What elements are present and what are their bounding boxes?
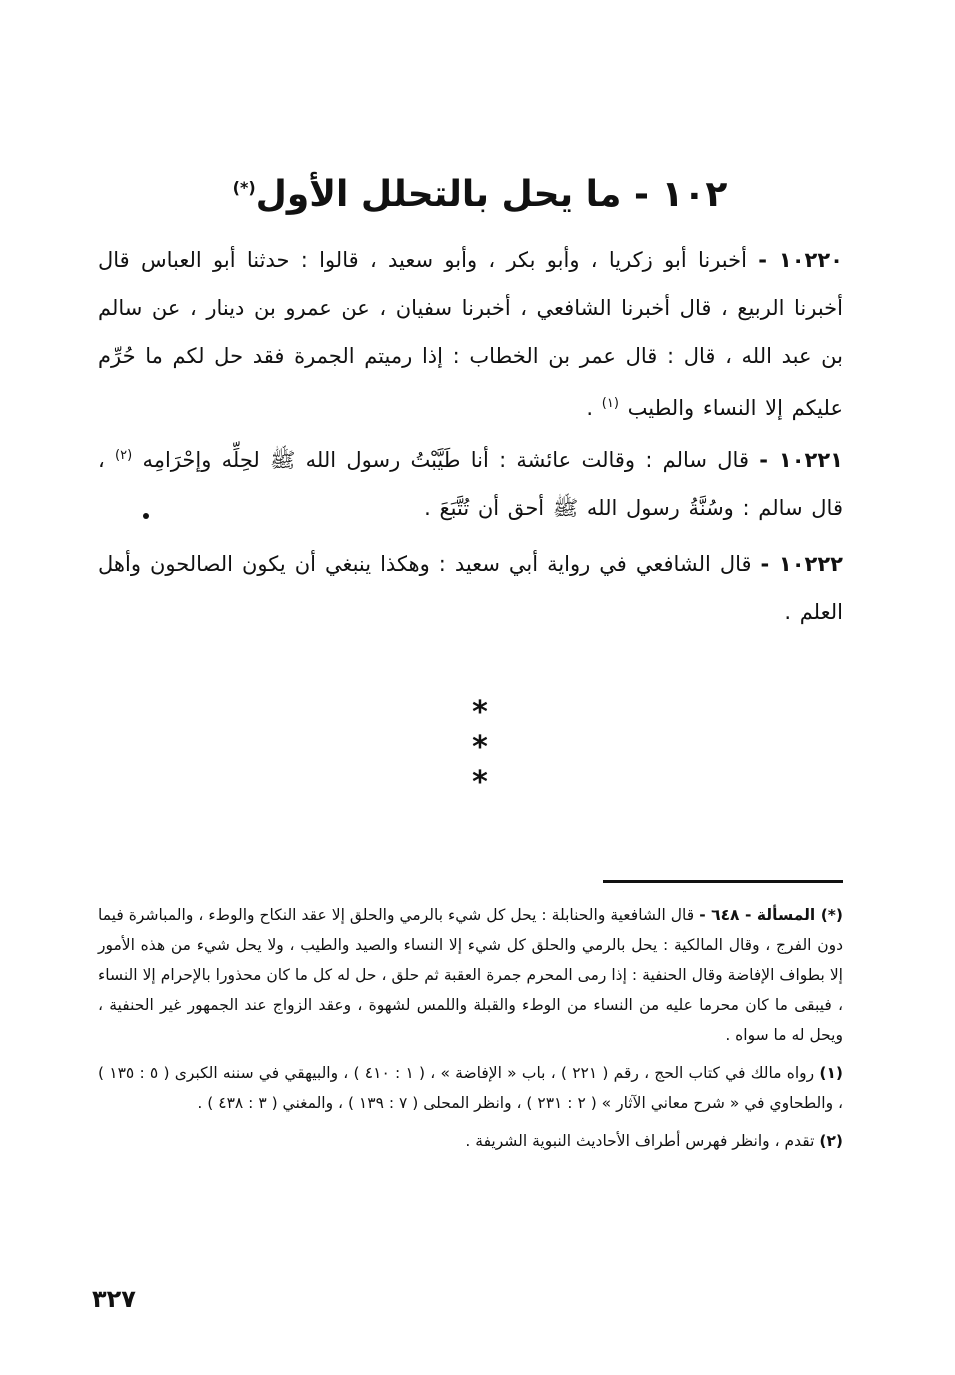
footnote-reference[interactable]: (٢) xyxy=(115,448,133,463)
page-number: ٣٢٧ xyxy=(92,1285,136,1313)
hadith-text-tail: ، قال سالم : وسُنَّةُ رسول الله ﷺ أحق أن تُتَّبَعَ . xyxy=(98,448,843,520)
footnote-text: تقدم ، وانظر فهرس أطراف الأحاديث النبوية الشريفة . xyxy=(465,1132,815,1150)
footnote-item xyxy=(98,1126,843,1156)
section-separator: * * * xyxy=(472,695,532,800)
hadith-text: قال الشافعي في رواية أبي سعيد : وهكذا ينبغي أن يكون الصالحون وأهل العلم . xyxy=(98,552,843,624)
heading-footnote-marker: (*) xyxy=(232,178,256,197)
footnote-mark: (١) xyxy=(819,1064,843,1082)
section-heading xyxy=(150,160,810,223)
footnote-mark: (٢) xyxy=(819,1132,843,1150)
hadith-paragraph-1 xyxy=(98,236,843,432)
footnote-text: رواه مالك في كتاب الحج ، رقم ( ٢٢١ ) ، باب « الإفاضة » ، ( ١ : ٤١٠ ) ، والبيهقي في سننه الكبرى ( ٥ : ١٣٥ ) ، والطحاوي في « شرح معاني الآثار » ( ٢ : ٢٣١ ) ، وانظر المحلى ( ٧ : ١٣٩ ) ، والمغني ( ٣ : ٤٣٨ ) . xyxy=(98,1064,843,1112)
hadith-number: ١٠٢٢٢ - xyxy=(760,552,843,576)
footnote-reference[interactable]: (١) xyxy=(601,396,619,411)
footnotes xyxy=(98,900,843,1164)
footnote-item xyxy=(98,900,843,1050)
footnote-text: قال الشافعية والحنابلة : يحل كل شيء بالرمي والحلق إلا عقد النكاح والوطء ، والمباشرة فيما دون الفرج ، وقال المالكية : يحل بالرمي والحلق كل شيء إلا النساء والصيد والطيب ، ولا يحل شيء من هذه الأمور إلا بطواف الإفاضة وقال الحنفية : إذا رمى المحرم جمرة العقبة ثم حلق ، حل له كل ما كان محذورا بالإحرام إلا النساء ، فيبقى ما كان محرما عليه من النساء من الوطء والقبلة واللمس لشهوة ، وعقد الزواج عند الجمهور غير الحنفية ، ويحل له ما سواه . xyxy=(98,906,843,1044)
hadith-paragraph-2 xyxy=(98,432,843,532)
print-speck xyxy=(143,513,149,519)
footnote-divider xyxy=(603,880,843,883)
hadith-text-tail: . xyxy=(586,396,594,420)
hadith-number: ١٠٢٢١ - xyxy=(759,448,843,472)
hadith-number: ١٠٢٢٠ - xyxy=(758,248,843,272)
hadith-text: قال سالم : وقالت عائشة : أنا طَيَّبْتُ رسول الله ﷺ لحِلِّه وإحْرَامِه xyxy=(142,448,749,472)
hadith-text: أخبرنا أبو زكريا ، وأبو بكر ، وأبو سعيد ، قالوا : حدثنا أبو العباس قال أخبرنا الربيع ، قال أخبرنا الشافعي ، أخبرنا سفيان ، عن عمرو بن دينار ، عن سالم بن عبد الله ، قال : قال عمر بن الخطاب : إذا رميتم الجمرة فقد حل لكم ما حُرِّم عليكم إلا النساء والطيب xyxy=(98,248,843,420)
footnote-item xyxy=(98,1058,843,1118)
hadith-paragraph-3 xyxy=(98,540,843,636)
section-heading-text: ١٠٢ - ما يحل بالتحلل الأول xyxy=(255,174,728,215)
footnote-mark: (*) المسألة - ٦٤٨ - xyxy=(699,906,843,924)
